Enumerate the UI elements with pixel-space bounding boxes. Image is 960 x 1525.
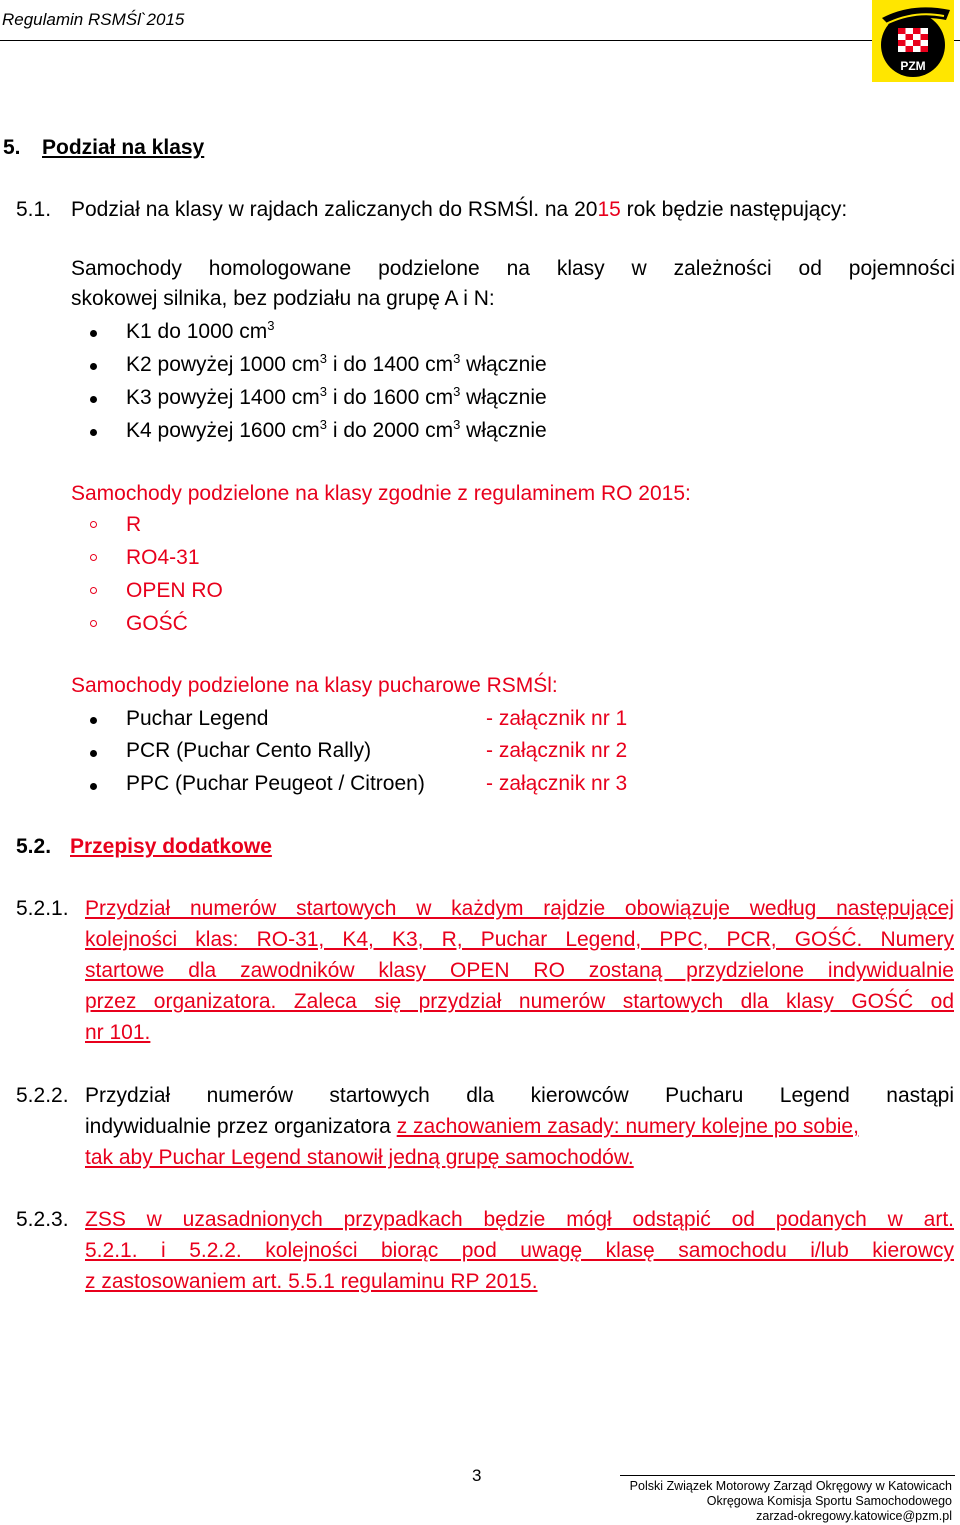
- ro-class-item: RO4-31: [126, 546, 200, 569]
- list-bullet: [90, 783, 97, 790]
- cup-item-attachment: - załącznik nr 1: [486, 707, 628, 730]
- rule-5-2-1-line: przez organizatora. Zaleca się przydział numerów startowych dla klasy GOŚĆ od: [85, 990, 954, 1013]
- cup-item-name: PPC (Puchar Peugeot / Citroen): [126, 772, 425, 795]
- homolog-intro-line-1: Samochody homologowane podzielone na klasy w zależności od pojemności: [71, 257, 955, 280]
- cup-item-name: PCR (Puchar Cento Rally): [126, 739, 372, 762]
- ro-class-item: GOŚĆ: [126, 612, 188, 635]
- list-bullet: [90, 330, 97, 337]
- list-bullet: [90, 363, 97, 370]
- ro-classes-title: Samochody podzielone na klasy zgodnie z regulaminem RO 2015:: [71, 482, 691, 505]
- rule-5-2-1-line: kolejności klas: RO-31, K4, K3, R, Puchar Legend, PPC, PCR, GOŚĆ. Numery: [85, 928, 954, 951]
- footer-divider: [620, 1475, 955, 1476]
- rule-5-2-3-line: z zastosowaniem art. 5.5.1 regulaminu RP 2015.: [85, 1270, 538, 1293]
- list-bullet: [90, 620, 97, 627]
- cup-item-attachment: - załącznik nr 2: [486, 739, 628, 762]
- rule-5-2-1-number: 5.2.1.: [16, 897, 69, 920]
- list-bullet: [90, 750, 97, 757]
- section-5-title: Podział na klasy: [42, 136, 205, 159]
- list-bullet: [90, 554, 97, 561]
- class-item-k1: K1 do 1000 $cm^3$: [126, 318, 275, 343]
- cup-classes-title: Samochody podzielone na klasy pucharowe RSMŚl:: [71, 674, 558, 697]
- ro-class-item: R: [126, 513, 142, 536]
- rule-5-2-3-line: 5.2.1. i 5.2.2. kolejności biorąc pod uwagę klasę samochodu i/lub kierowcy: [85, 1239, 954, 1262]
- class-item-k4: K4 powyżej 1600 $cm^3$ i do 2000 $cm^3$ włącznie: [126, 417, 547, 442]
- subsection-5-2-number: 5.2.: [16, 835, 52, 858]
- rule-5-2-1-line: Przydział numerów startowych w każdym rajdzie obowiązuje według następującej: [85, 897, 954, 920]
- homolog-intro-line-2: skokowej silnika, bez podziału na grupę A i N:: [71, 287, 495, 310]
- rule-5-2-2-number: 5.2.2.: [16, 1084, 69, 1107]
- section-5-number: 5.: [3, 136, 21, 159]
- rule-5-2-2-line: Przydział numerów startowych dla kierowców Pucharu Legend nastąpi: [85, 1084, 954, 1107]
- ro-class-item: OPEN RO: [126, 579, 223, 602]
- cup-item-name: Puchar Legend: [126, 707, 269, 730]
- footer-email: zarzad-okregowy.katowice@pzm.pl: [756, 1509, 952, 1523]
- header-divider: [0, 40, 960, 41]
- list-bullet: [90, 429, 97, 436]
- list-bullet: [90, 717, 97, 724]
- list-bullet: [90, 587, 97, 594]
- footer-organization: Polski Związek Motorowy Zarząd Okręgowy w Katowicach: [629, 1479, 952, 1493]
- footer-commission: Okręgowa Komisja Sportu Samochodowego: [706, 1494, 952, 1508]
- subsection-5-1-number: 5.1.: [16, 198, 52, 221]
- class-item-k3: K3 powyżej 1400 $cm^3$ i do 1600 $cm^3$ włącznie: [126, 384, 547, 409]
- rule-5-2-1-line: nr 101.: [85, 1021, 151, 1044]
- rule-5-2-1-line: startowe dla zawodników klasy OPEN RO zostaną przydzielone indywidualnie: [85, 959, 954, 982]
- logo-text: PZM: [900, 59, 926, 73]
- document-header-title: Regulamin RSMŚl`2015: [2, 10, 185, 29]
- pzm-logo: [872, 0, 954, 82]
- rule-5-2-3-line: ZSS w uzasadnionych przypadkach będzie mógł odstąpić od podanych w art.: [85, 1208, 954, 1231]
- list-bullet: [90, 521, 97, 528]
- class-item-k2: K2 powyżej 1000 $cm^3$ i do 1400 $cm^3$ włącznie: [126, 351, 547, 376]
- rule-5-2-2-line: indywidualnie przez organizatora z zachowaniem zasady: numery kolejne po sobie,: [85, 1115, 859, 1138]
- subsection-5-2-title: Przepisy dodatkowe: [70, 835, 272, 858]
- page-number: 3: [472, 1466, 482, 1485]
- list-bullet: [90, 396, 97, 403]
- rule-5-2-2-line: tak aby Puchar Legend stanowił jedną grupę samochodów.: [85, 1146, 634, 1169]
- rule-5-2-3-number: 5.2.3.: [16, 1208, 69, 1231]
- subsection-5-1-text: Podział na klasy w rajdach zaliczanych do RSMŚl. na 2015 rok będzie następujący:: [71, 198, 848, 221]
- cup-item-attachment: - załącznik nr 3: [486, 772, 628, 795]
